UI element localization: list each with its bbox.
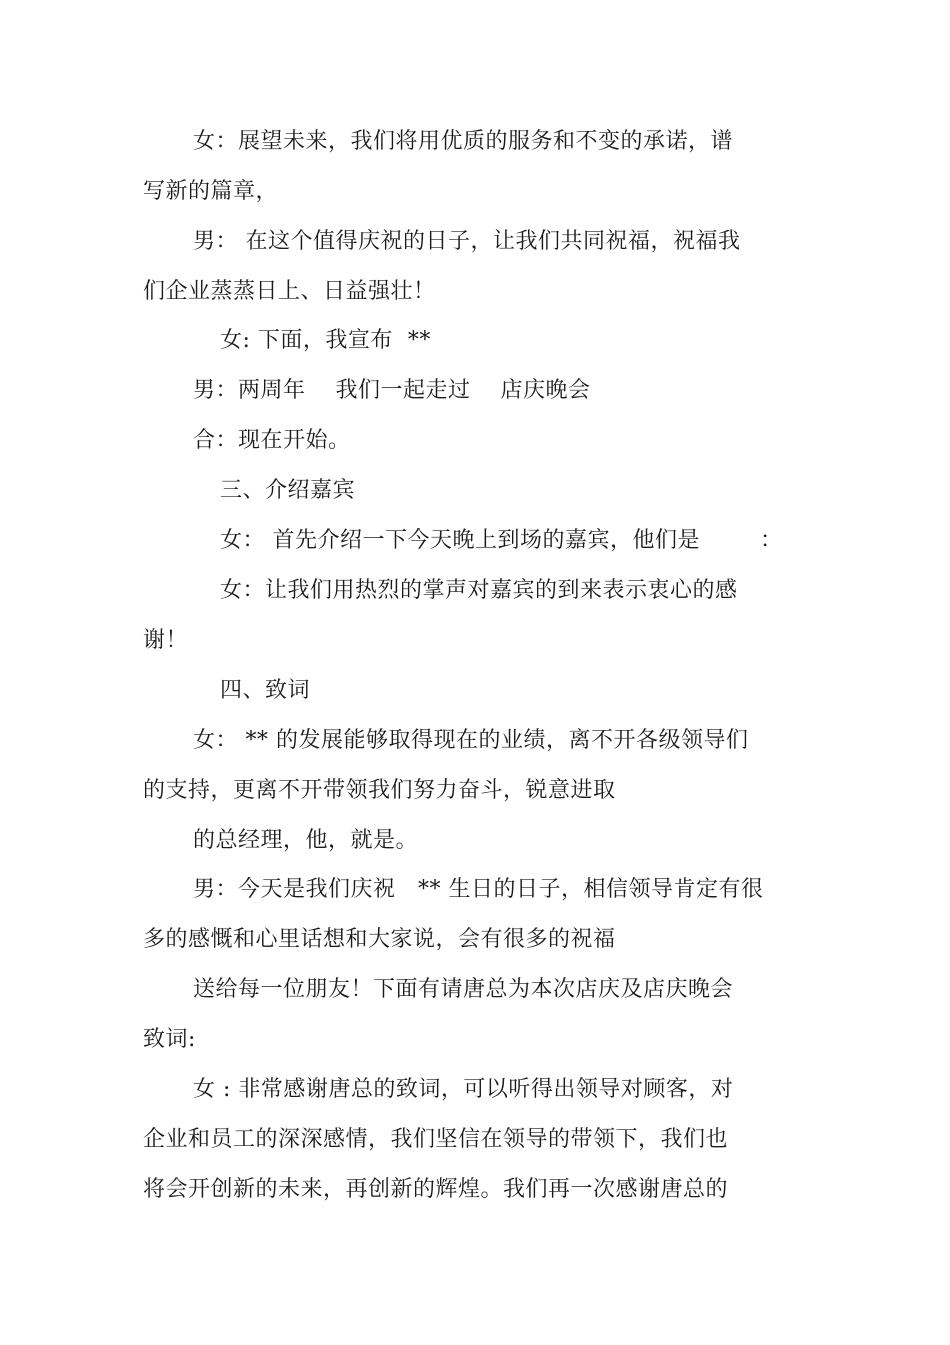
paragraph-line: 企业和员工的深深感情，我们坚信在领导的带领下，我们也 <box>143 1127 729 1152</box>
paragraph-line: 女： 首先介绍一下今天晚上到场的嘉宾，他们是 ： <box>220 528 783 553</box>
paragraph-line: 送给每一位朋友！下面有请唐总为本次店庆及店庆晚会 <box>193 977 734 1002</box>
paragraph-line: 将会开创新的未来，再创新的辉煌。我们再一次感谢唐总的 <box>143 1177 729 1202</box>
paragraph-line: 写新的篇章， <box>143 179 279 204</box>
paragraph-line: 们企业蒸蒸日上、日益强壮！ <box>143 279 436 304</box>
paragraph-line: 合：现在开始。 <box>193 428 351 453</box>
paragraph-line: 的总经理，他，就是。 <box>193 828 419 853</box>
paragraph-line: 女：让我们用热烈的掌声对嘉宾的到来表示衷心的感 <box>220 578 738 603</box>
paragraph-line: 的支持，更离不开带领我们努力奋斗，锐意进取 <box>143 778 616 803</box>
paragraph-line: 男： 在这个值得庆祝的日子，让我们共同祝福，祝福我 <box>193 229 741 254</box>
paragraph-line: 女: 下面，我宣布 ** <box>220 328 431 353</box>
section-heading: 三、介绍嘉宾 <box>220 478 356 503</box>
paragraph-line: 男：两周年 我们一起走过 店庆晚会 <box>193 378 591 403</box>
section-heading: 四、致词 <box>220 678 311 703</box>
paragraph-line: 女 : 非常感谢唐总的致词，可以听得出领导对顾客，对 <box>193 1077 734 1102</box>
paragraph-line: 多的感慨和心里话想和大家说，会有很多的祝福 <box>143 927 616 952</box>
paragraph-line: 谢！ <box>143 628 189 653</box>
paragraph-line: 致词: <box>143 1027 196 1052</box>
paragraph-line: 女： ** 的发展能够取得现在的业绩，离不开各级领导们 <box>193 728 749 753</box>
paragraph-line: 女：展望未来，我们将用优质的服务和不变的承诺，谱 <box>193 129 734 154</box>
paragraph-line: 男：今天是我们庆祝 ** 生日的日子，相信领导肯定有很 <box>193 877 764 902</box>
